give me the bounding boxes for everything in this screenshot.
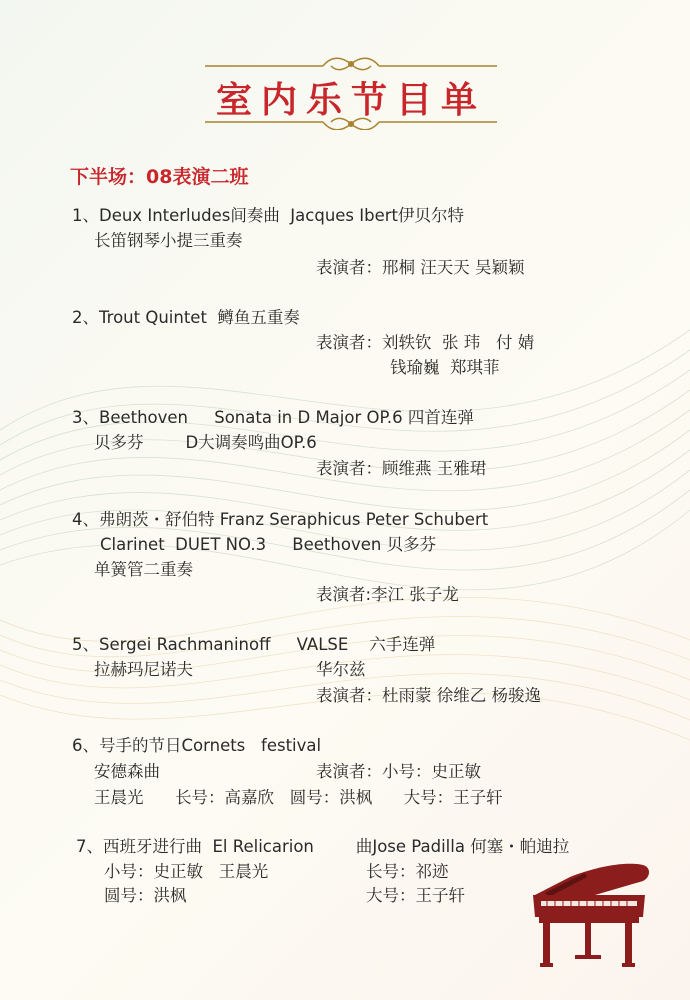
title-banner (205, 52, 497, 130)
program-4-line-1: 4、弗朗茨・舒伯特 Franz Seraphicus Peter Schubert (72, 510, 489, 529)
program-5-line-3: 华尔兹 (316, 660, 366, 679)
program-5-performers: 表演者：杜雨蒙 徐维乙 杨骏逸 (316, 686, 541, 705)
program-1-performers: 表演者：邢桐 汪天天 吴颖颖 (316, 258, 525, 277)
page-title: 室内乐节目单 (215, 80, 486, 121)
program-2-performers-2: 钱瑜巍 郑琪菲 (390, 358, 500, 377)
program-7-line-5: 大号：王子轩 (366, 886, 465, 905)
section-title: 下半场：08表演二班 (70, 166, 249, 188)
program-7-line-3: 长号：祁迹 (366, 862, 449, 881)
program-6-line-3: 表演者：小号：史正敏 (316, 762, 481, 781)
program-3-line-2: 贝多芬 D大调奏鸣曲OP.6 (94, 433, 317, 452)
program-1-line-2: 长笛钢琴小提三重奏 (94, 231, 243, 250)
program-3-performers: 表演者：顾维燕 王雅珺 (316, 459, 487, 478)
program-4-performers: 表演者:李江 张子龙 (316, 585, 459, 604)
program-6-line-4: 王晨光 长号：高嘉欣 圆号：洪枫 大号：王子轩 (94, 788, 503, 807)
program-4-line-3: 单簧管二重奏 (94, 560, 193, 579)
program-7-line-4: 圆号：洪枫 (104, 886, 187, 905)
program-4-line-2: Clarinet DUET NO.3 Beethoven 贝多芬 (100, 535, 437, 554)
grand-piano-icon (525, 855, 655, 975)
program-1-line-1: 1、Deux Interludes间奏曲 Jacques Ibert伊贝尔特 (72, 206, 465, 225)
program-5-line-1: 5、Sergei Rachmaninoff VALSE 六手连弹 (72, 635, 436, 654)
program-3-line-1: 3、Beethoven Sonata in D Major OP.6 四首连弹 (72, 408, 474, 427)
program-2-performers-1: 表演者：刘轶钦 张 玮 付 婧 (316, 333, 535, 352)
program-7-line-2: 小号：史正敏 王晨光 (104, 862, 269, 881)
program-2-line-1: 2、Trout Quintet 鳟鱼五重奏 (72, 308, 300, 327)
program-5-line-2: 拉赫玛尼诺夫 (94, 660, 193, 679)
program-7-line-1: 7、西班牙进行曲 El Relicarion 曲Jose Padilla 何塞・帕迪拉 (76, 837, 570, 856)
program-6-line-1: 6、号手的节日Cornets festival (72, 736, 322, 755)
program-6-line-2: 安德森曲 (94, 762, 160, 781)
